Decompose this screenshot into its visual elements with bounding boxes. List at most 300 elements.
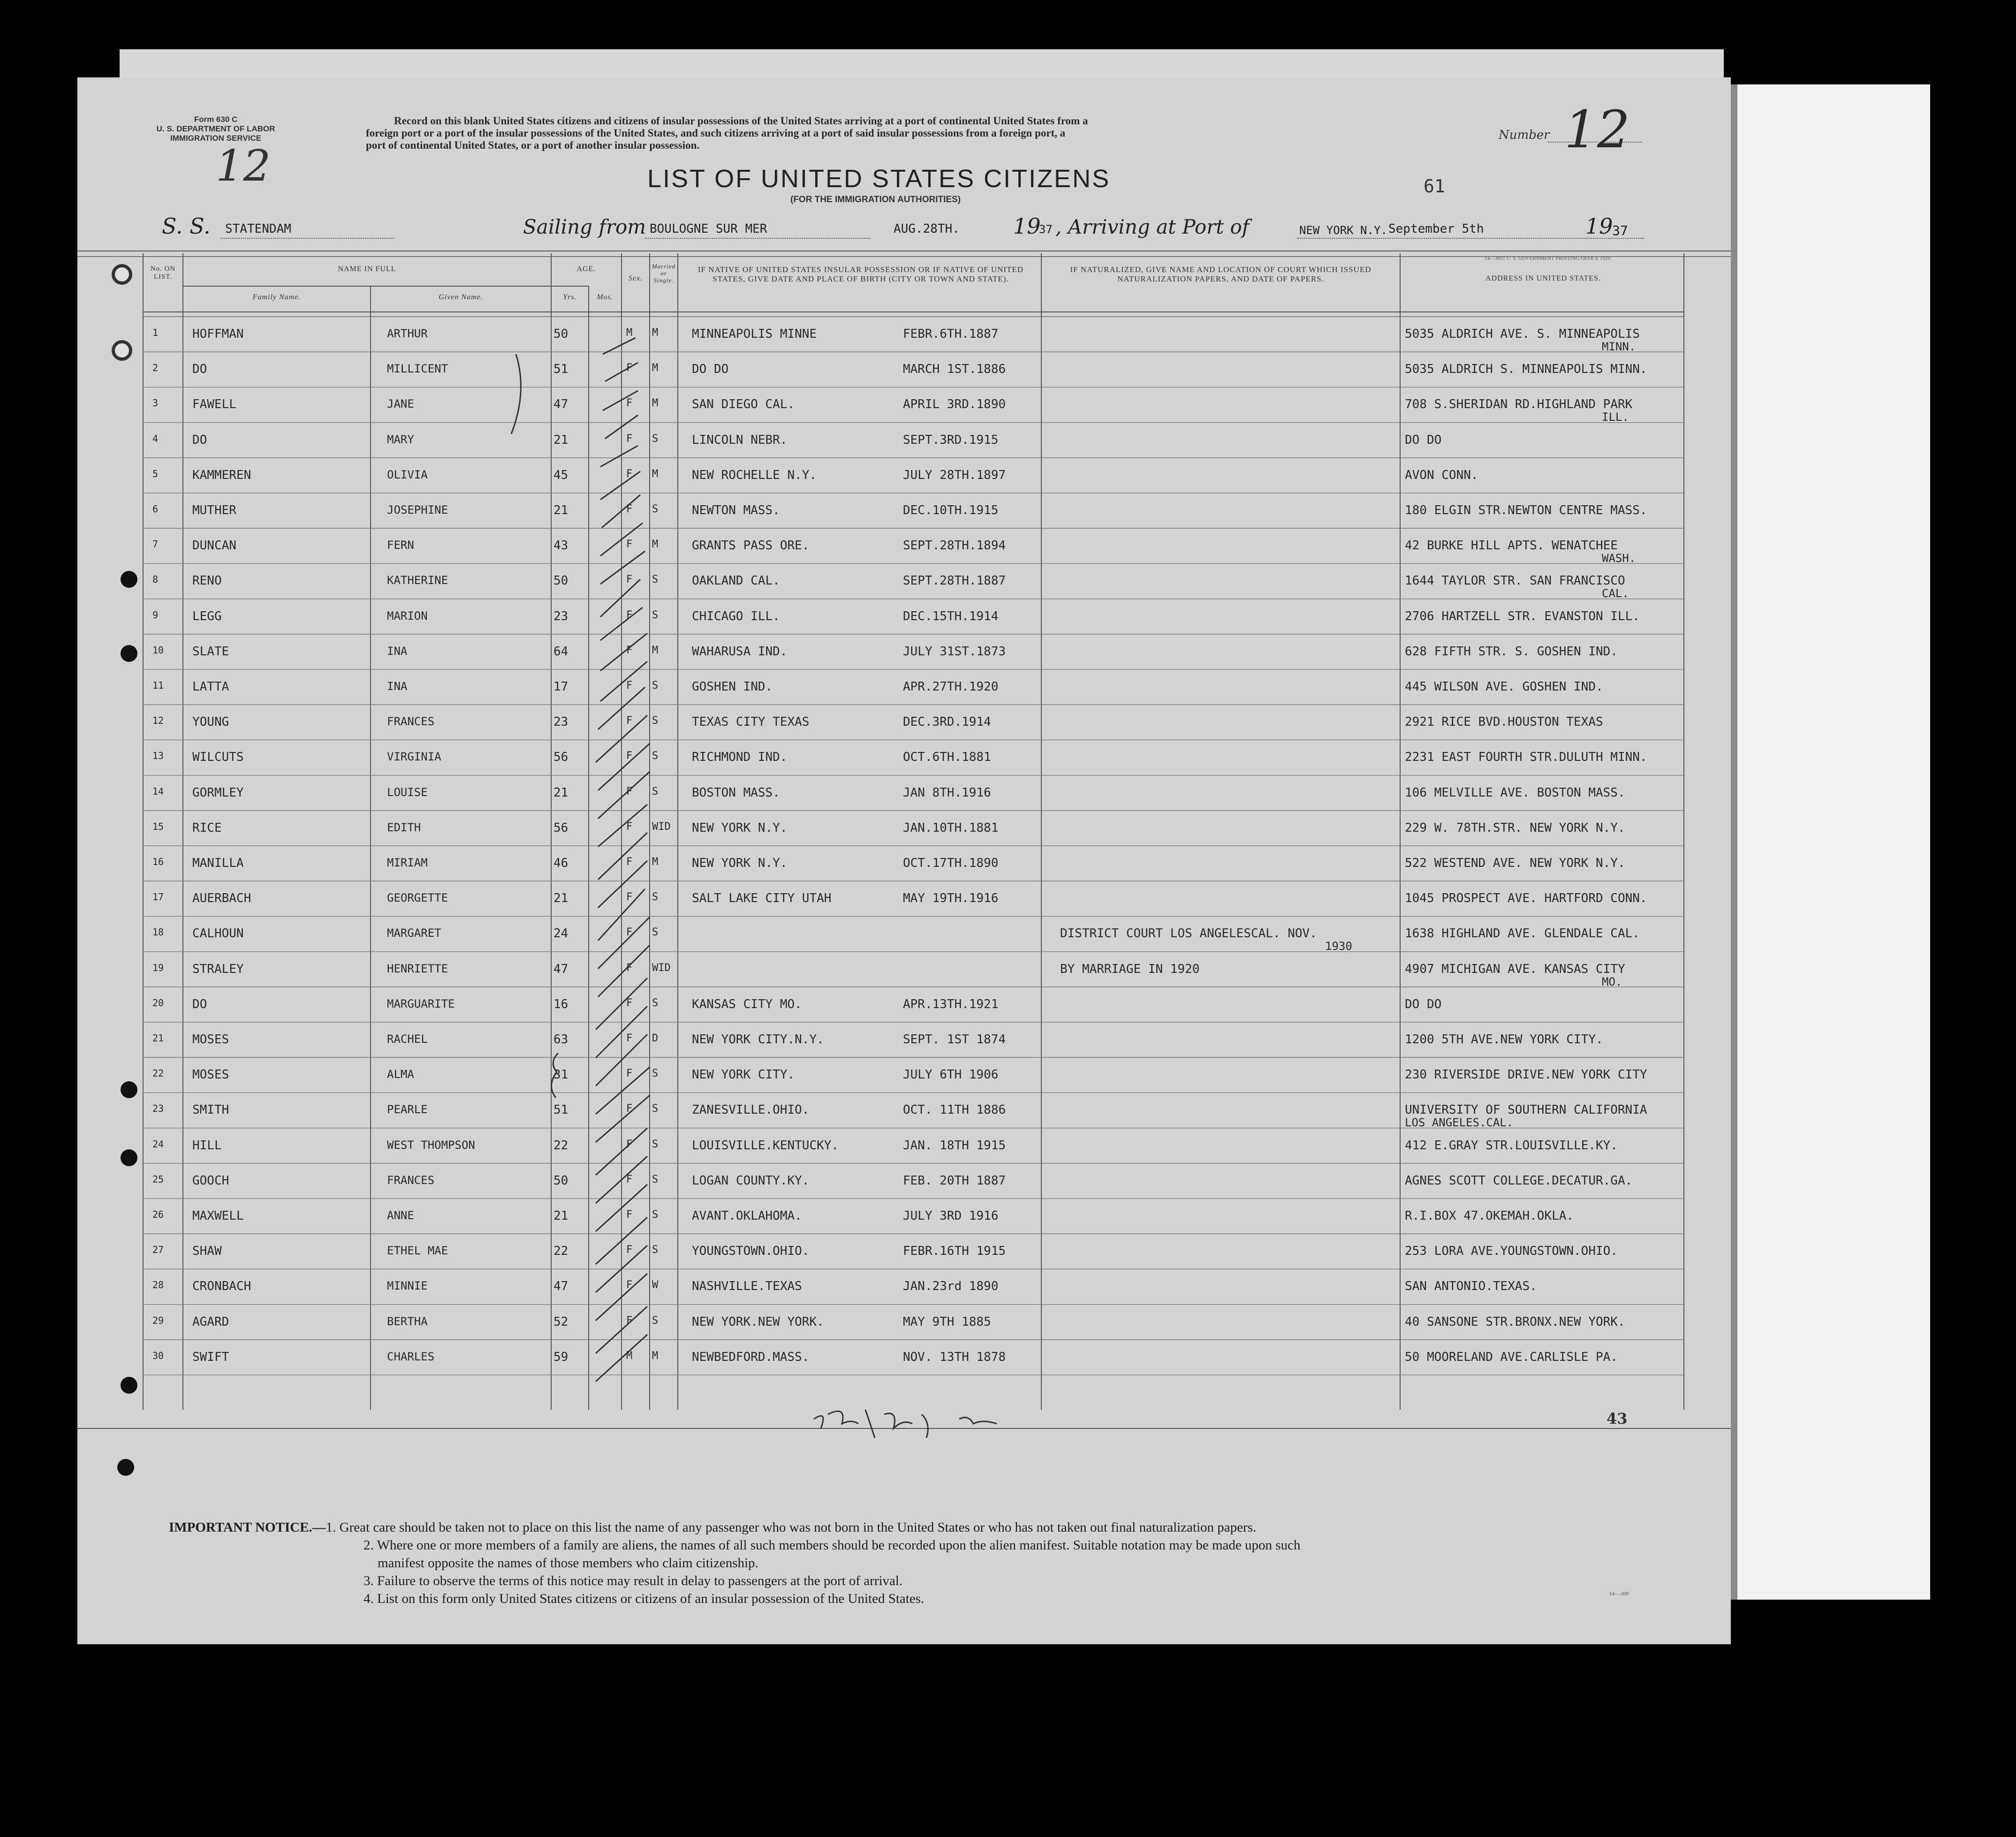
inspector-signature: W Tully Insp 9 a m bbox=[809, 1438, 890, 1448]
row-number: 14 bbox=[152, 785, 164, 797]
arriving-label: , Arriving at Port of bbox=[1055, 215, 1250, 238]
given-name: VIRGINIA bbox=[387, 750, 441, 764]
sex: F bbox=[626, 468, 633, 480]
address: AGNES SCOTT COLLEGE.DECATUR.GA. bbox=[1405, 1173, 1633, 1188]
address: 628 FIFTH STR. S. GOSHEN IND. bbox=[1405, 644, 1618, 659]
birth-place: OAKLAND CAL. bbox=[692, 574, 780, 588]
birth-date: JULY 6TH 1906 bbox=[903, 1068, 999, 1082]
family-name: SLATE bbox=[192, 644, 229, 659]
age: 50 bbox=[553, 574, 568, 588]
family-name: CALHOUN bbox=[192, 926, 244, 941]
address-line-2: MO. bbox=[1602, 975, 1622, 988]
ship-name: STATENDAM bbox=[225, 222, 291, 236]
address: 2921 RICE BVD.HOUSTON TEXAS bbox=[1405, 715, 1603, 729]
family-name: AUERBACH bbox=[192, 891, 251, 906]
manifest-page bbox=[77, 77, 1731, 1644]
check-marks bbox=[511, 338, 997, 1438]
family-name: WILCUTS bbox=[192, 750, 244, 765]
row-number: 4 bbox=[152, 433, 159, 444]
given-name: GEORGETTE bbox=[387, 891, 448, 905]
sex: F bbox=[626, 1244, 633, 1256]
marital-status: S bbox=[652, 574, 659, 586]
stamp-number: 61 bbox=[1424, 176, 1445, 197]
age: 23 bbox=[553, 715, 568, 729]
given-name: LOUISE bbox=[387, 785, 428, 799]
birth-place: ZANESVILLE.OHIO. bbox=[692, 1103, 810, 1117]
birth-date: OCT. 11TH 1886 bbox=[903, 1103, 1006, 1117]
sex: F bbox=[626, 891, 633, 903]
marital-status: S bbox=[652, 926, 659, 939]
row-number: 1 bbox=[152, 327, 159, 338]
family-name: MANILLA bbox=[192, 856, 244, 870]
address: 42 BURKE HILL APTS. WENATCHEE bbox=[1405, 539, 1618, 553]
given-name: ARTHUR bbox=[387, 327, 428, 340]
family-name: DO bbox=[192, 362, 207, 377]
given-name: MARGUARITE bbox=[387, 997, 455, 1010]
age: 59 bbox=[553, 1350, 568, 1364]
sex: F bbox=[626, 1279, 633, 1291]
notice-item-4: 4. List on this form only United States citizens or citizens of an insular possession of the United States. bbox=[364, 1591, 925, 1606]
address: 5035 ALDRICH AVE. S. MINNEAPOLIS bbox=[1405, 327, 1640, 341]
address: R.I.BOX 47.OKEMAH.OKLA. bbox=[1405, 1209, 1574, 1223]
row-number: 9 bbox=[152, 609, 159, 621]
family-name: STRALEY bbox=[192, 962, 244, 976]
department-name: U. S. DEPARTMENT OF LABOR bbox=[156, 124, 275, 133]
row-number: 10 bbox=[152, 644, 164, 656]
marital-status: S bbox=[652, 1068, 659, 1080]
header-given-name: Given Name. bbox=[439, 293, 483, 301]
marital-status: S bbox=[652, 785, 659, 797]
header-no-on-list: No. ON LIST. bbox=[150, 265, 176, 281]
age: 21 bbox=[553, 503, 568, 517]
sex: F bbox=[626, 644, 633, 656]
age: 31 bbox=[553, 1068, 568, 1082]
sex: F bbox=[626, 1314, 633, 1327]
marital-status: S bbox=[652, 891, 659, 903]
address: AVON CONN. bbox=[1405, 468, 1478, 482]
age: 22 bbox=[553, 1244, 568, 1259]
family-name: YOUNG bbox=[192, 715, 229, 729]
address: 106 MELVILLE AVE. BOSTON MASS. bbox=[1405, 785, 1625, 800]
sex: F bbox=[626, 750, 633, 762]
age: 24 bbox=[553, 926, 568, 941]
marital-status: S bbox=[652, 503, 659, 515]
row-number: 29 bbox=[152, 1314, 164, 1326]
birth-place: NEWTON MASS. bbox=[692, 503, 780, 517]
year-prefix: 19 bbox=[1013, 213, 1041, 239]
punch-hole bbox=[121, 571, 137, 588]
given-name: OLIVIA bbox=[387, 468, 428, 481]
marital-status: S bbox=[652, 1244, 659, 1256]
sex: F bbox=[626, 1173, 633, 1185]
age: 21 bbox=[553, 891, 568, 906]
punch-hole bbox=[121, 1081, 137, 1098]
row-number: 23 bbox=[152, 1103, 164, 1115]
age: 16 bbox=[553, 997, 568, 1011]
given-name: HENRIETTE bbox=[387, 962, 448, 975]
address: 708 S.SHERIDAN RD.HIGHLAND PARK bbox=[1405, 397, 1633, 412]
sex: F bbox=[626, 1068, 633, 1080]
instruction-line-3: port of continental United States, or a port of another insular possession. bbox=[366, 139, 700, 151]
sex: F bbox=[626, 785, 633, 797]
marital-status: S bbox=[652, 433, 659, 445]
sex: M bbox=[626, 327, 633, 339]
row-number: 6 bbox=[152, 503, 159, 515]
given-name: JOSEPHINE bbox=[387, 503, 448, 516]
row-number: 17 bbox=[152, 891, 164, 903]
address: 180 ELGIN STR.NEWTON CENTRE MASS. bbox=[1405, 503, 1647, 517]
marital-status: WID bbox=[652, 962, 671, 974]
address: 230 RIVERSIDE DRIVE.NEW YORK CITY bbox=[1405, 1068, 1647, 1082]
page-title: LIST OF UNITED STATES CITIZENS bbox=[647, 165, 1111, 193]
row-number: 28 bbox=[152, 1279, 164, 1291]
given-name: INA bbox=[387, 680, 408, 693]
sex: F bbox=[626, 397, 633, 410]
birth-date: JAN.10TH.1881 bbox=[903, 820, 999, 835]
age: 43 bbox=[553, 539, 568, 553]
age: 21 bbox=[553, 1209, 568, 1223]
family-name: MOSES bbox=[192, 1032, 229, 1047]
header-name-in-full: NAME IN FULL bbox=[338, 265, 396, 273]
ss-label: S. S. bbox=[162, 213, 211, 239]
birth-date: APR.27TH.1920 bbox=[903, 680, 999, 694]
header-married: Married or Single. bbox=[652, 263, 676, 284]
binder-ring-2 bbox=[112, 340, 132, 361]
given-name: FERN bbox=[387, 539, 414, 552]
row-number: 12 bbox=[152, 715, 164, 727]
family-name: CRONBACH bbox=[192, 1279, 251, 1294]
age: 21 bbox=[553, 785, 568, 800]
marital-status: S bbox=[652, 609, 659, 621]
age: 51 bbox=[553, 1103, 568, 1117]
address: 1644 TAYLOR STR. SAN FRANCISCO bbox=[1405, 574, 1625, 588]
given-name: RACHEL bbox=[387, 1032, 428, 1046]
marital-status: S bbox=[652, 715, 659, 727]
given-name: BERTHA bbox=[387, 1314, 428, 1328]
given-name: PEARLE bbox=[387, 1103, 428, 1116]
marital-status: S bbox=[652, 1173, 659, 1185]
address: 4907 MICHIGAN AVE. KANSAS CITY bbox=[1405, 962, 1625, 976]
sex: F bbox=[626, 574, 633, 586]
header-sex: Sex. bbox=[628, 274, 643, 282]
address: DO DO bbox=[1405, 997, 1442, 1011]
family-name: RICE bbox=[192, 820, 222, 835]
departure-year: 37 bbox=[1039, 223, 1053, 236]
marital-status: M bbox=[652, 856, 659, 868]
row-number: 25 bbox=[152, 1173, 164, 1185]
marital-status: S bbox=[652, 750, 659, 762]
sex: F bbox=[626, 609, 633, 621]
age: 51 bbox=[553, 362, 568, 377]
birth-place: MINNEAPOLIS MINNE bbox=[692, 327, 817, 341]
notice-item-3: 3. Failure to observe the terms of this notice may result in delay to passengers at the port of arrival. bbox=[364, 1573, 903, 1588]
birth-place: NEW YORK N.Y. bbox=[692, 820, 788, 835]
sailing-label: Sailing from bbox=[523, 215, 646, 238]
marital-status: M bbox=[652, 1350, 659, 1362]
address-line-2: CAL. bbox=[1602, 587, 1629, 600]
row-number: 16 bbox=[152, 856, 164, 867]
row-number: 3 bbox=[152, 397, 159, 409]
birth-date: FEBR.6TH.1887 bbox=[903, 327, 999, 341]
birth-date: FEBR.16TH 1915 bbox=[903, 1244, 1006, 1259]
family-name: HILL bbox=[192, 1138, 222, 1153]
family-name: FAWELL bbox=[192, 397, 236, 412]
given-name: ANNE bbox=[387, 1209, 414, 1222]
header-mos: Mos. bbox=[597, 293, 614, 301]
birth-place: LINCOLN NEBR. bbox=[692, 433, 788, 447]
given-name: MARION bbox=[387, 609, 428, 622]
address: 253 LORA AVE.YOUNGSTOWN.OHIO. bbox=[1405, 1244, 1618, 1259]
row-number: 2 bbox=[152, 362, 159, 374]
binder-ring-1 bbox=[112, 264, 132, 285]
birth-date: SEPT. 1ST 1874 bbox=[903, 1032, 1006, 1047]
birth-place: WAHARUSA IND. bbox=[692, 644, 788, 659]
row-number: 21 bbox=[152, 1032, 164, 1044]
birth-place: KANSAS CITY MO. bbox=[692, 997, 802, 1011]
family-name: LATTA bbox=[192, 680, 229, 694]
given-name: MILLICENT bbox=[387, 362, 448, 376]
birth-date: FEB. 20TH 1887 bbox=[903, 1173, 1006, 1188]
naturalization: DISTRICT COURT LOS ANGELESCAL. NOV. bbox=[1060, 926, 1317, 941]
age: 47 bbox=[553, 962, 568, 976]
sex: F bbox=[626, 926, 633, 939]
arrival-port: NEW YORK N.Y. bbox=[1299, 224, 1387, 237]
age: 64 bbox=[553, 644, 568, 659]
sex: F bbox=[626, 820, 633, 833]
address: DO DO bbox=[1405, 433, 1442, 447]
address: 50 MOORELAND AVE.CARLISLE PA. bbox=[1405, 1350, 1618, 1364]
printer-note: 14—3051 U. S. GOVERNMENT PRINTING OFFICE 1929 bbox=[1485, 256, 1611, 261]
birth-place: LOUISVILLE.KENTUCKY. bbox=[692, 1138, 839, 1153]
birth-date: JULY 28TH.1897 bbox=[903, 468, 1006, 482]
row-number: 5 bbox=[152, 468, 159, 479]
number-label: Number bbox=[1499, 128, 1550, 142]
birth-place: NEW ROCHELLE N.Y. bbox=[692, 468, 817, 482]
birth-place: YOUNGSTOWN.OHIO. bbox=[692, 1244, 810, 1259]
notice-item-1: 1. Great care should be taken not to place on this list the name of any passenger who was not born in the United States or who has not taken out final naturalization papers. bbox=[326, 1520, 1257, 1535]
sex: F bbox=[626, 962, 633, 974]
notice-item-2b: manifest opposite the names of those members who claim citizenship. bbox=[378, 1556, 758, 1571]
family-name: AGARD bbox=[192, 1314, 229, 1329]
given-name: ETHEL MAE bbox=[387, 1244, 448, 1258]
row-number: 22 bbox=[152, 1068, 164, 1079]
birth-place: LOGAN COUNTY.KY. bbox=[692, 1173, 810, 1188]
birth-date: MARCH 1ST.1886 bbox=[903, 362, 1006, 377]
marital-status: W bbox=[652, 1279, 659, 1291]
instruction-line-2: foreign port or a port of the insular possessions of the United States, and such citizens arriving at a port of said insular possessions from a foreign port, a bbox=[366, 127, 1066, 139]
birth-date: MAY 19TH.1916 bbox=[903, 891, 999, 906]
marital-status: M bbox=[652, 362, 659, 374]
sheet-edge bbox=[1731, 84, 1737, 1600]
sex: F bbox=[626, 539, 633, 551]
birth-place: NEWBEDFORD.MASS. bbox=[692, 1350, 810, 1364]
birth-date: JULY 3RD 1916 bbox=[903, 1209, 999, 1223]
address: UNIVERSITY OF SOUTHERN CALIFORNIA bbox=[1405, 1103, 1647, 1117]
address: 40 SANSONE STR.BRONX.NEW YORK. bbox=[1405, 1314, 1625, 1329]
sex: F bbox=[626, 433, 633, 445]
family-name: SHAW bbox=[192, 1244, 222, 1259]
row-number: 26 bbox=[152, 1209, 164, 1220]
birth-date: DEC.15TH.1914 bbox=[903, 609, 999, 623]
row-number: 18 bbox=[152, 926, 164, 938]
row-number: 7 bbox=[152, 539, 159, 550]
address: 522 WESTEND AVE. NEW YORK N.Y. bbox=[1405, 856, 1625, 870]
family-name: GOOCH bbox=[192, 1173, 229, 1188]
family-name: MUTHER bbox=[192, 503, 236, 517]
birth-date: JULY 31ST.1873 bbox=[903, 644, 1006, 659]
punch-hole bbox=[121, 1377, 137, 1394]
page-subtitle: (FOR THE IMMIGRATION AUTHORITIES) bbox=[790, 195, 961, 205]
age: 50 bbox=[553, 1173, 568, 1188]
age: 46 bbox=[553, 856, 568, 870]
number-value: 12 bbox=[1564, 99, 1630, 159]
marital-status: S bbox=[652, 1209, 659, 1221]
birth-date: NOV. 13TH 1878 bbox=[903, 1350, 1006, 1364]
family-name: RENO bbox=[192, 574, 222, 588]
sex: F bbox=[626, 1138, 633, 1150]
age: 47 bbox=[553, 397, 568, 412]
marital-status: D bbox=[652, 1032, 659, 1044]
address: 1200 5TH AVE.NEW YORK CITY. bbox=[1405, 1032, 1603, 1047]
birth-date: APRIL 3RD.1890 bbox=[903, 397, 1006, 412]
arrival-year-prefix: 19 bbox=[1585, 213, 1613, 239]
header-birth: IF NATIVE OF UNITED STATES INSULAR POSSESSION OR IF NATIVE OF UNITED STATES, GIVE DATE AND PLACE OF BIRTH (CITY OR TOWN AND STATE). bbox=[697, 265, 1024, 283]
naturalization-year: 1930 bbox=[1325, 940, 1352, 953]
birth-date: OCT.6TH.1881 bbox=[903, 750, 991, 765]
birth-place: SAN DIEGO CAL. bbox=[692, 397, 795, 412]
punch-hole bbox=[117, 1459, 134, 1476]
age: 17 bbox=[553, 680, 568, 694]
header-naturalized: IF NATURALIZED, GIVE NAME AND LOCATION OF COURT WHICH ISSUED NATURALIZATION PAPERS, AND DATE OF PAPERS. bbox=[1070, 265, 1372, 283]
row-number: 8 bbox=[152, 574, 159, 585]
address: SAN ANTONIO.TEXAS. bbox=[1405, 1279, 1537, 1294]
address: 5035 ALDRICH S. MINNEAPOLIS MINN. bbox=[1405, 362, 1647, 377]
family-name: HOFFMAN bbox=[192, 327, 244, 341]
birth-date: APR.13TH.1921 bbox=[903, 997, 999, 1011]
birth-place: TEXAS CITY TEXAS bbox=[692, 715, 810, 729]
address: 445 WILSON AVE. GOSHEN IND. bbox=[1405, 680, 1603, 694]
family-name: SWIFT bbox=[192, 1350, 229, 1364]
punch-hole bbox=[121, 1149, 137, 1166]
sex: F bbox=[626, 856, 633, 868]
header-yrs: Yrs. bbox=[563, 293, 577, 301]
address: 412 E.GRAY STR.LOUISVILLE.KY. bbox=[1405, 1138, 1618, 1153]
marital-status: M bbox=[652, 397, 659, 410]
address-line-2: LOS ANGELES.CAL. bbox=[1405, 1116, 1514, 1130]
birth-date: JAN. 18TH 1915 bbox=[903, 1138, 1006, 1153]
age: 45 bbox=[553, 468, 568, 482]
sex: F bbox=[626, 1103, 633, 1115]
family-name: DO bbox=[192, 433, 207, 447]
given-name: MARGARET bbox=[387, 926, 441, 940]
departure-date: AUG.28TH. bbox=[894, 222, 960, 236]
family-name: KAMMEREN bbox=[192, 468, 251, 482]
age: 21 bbox=[553, 433, 568, 447]
arrival-date: September 5th bbox=[1388, 222, 1484, 236]
family-name: LEGG bbox=[192, 609, 222, 623]
notice-row-1 bbox=[169, 1520, 1712, 1538]
given-name: KATHERINE bbox=[387, 574, 448, 587]
address: 2231 EAST FOURTH STR.DULUTH MINN. bbox=[1405, 750, 1647, 765]
birth-date: SEPT.28TH.1894 bbox=[903, 539, 1006, 553]
address-line-2: ILL. bbox=[1602, 410, 1629, 424]
birth-place: GRANTS PASS ORE. bbox=[692, 539, 810, 553]
address: 1045 PROSPECT AVE. HARTFORD CONN. bbox=[1405, 891, 1647, 906]
arrival-year: 37 bbox=[1612, 223, 1628, 238]
birth-place: AVANT.OKLAHOMA. bbox=[692, 1209, 802, 1223]
birth-place: NEW YORK.NEW YORK. bbox=[692, 1314, 824, 1329]
row-number: 20 bbox=[152, 997, 164, 1009]
handwritten-number: 12 bbox=[216, 141, 271, 191]
birth-date: OCT.17TH.1890 bbox=[903, 856, 999, 870]
age: 52 bbox=[553, 1314, 568, 1329]
birth-date: DEC.10TH.1915 bbox=[903, 503, 999, 517]
header-family-name: Family Name. bbox=[252, 293, 301, 301]
row-number: 11 bbox=[152, 680, 164, 691]
marital-status: M bbox=[652, 644, 659, 656]
punch-hole bbox=[121, 645, 137, 662]
address-line-2: WASH. bbox=[1602, 552, 1636, 565]
service-name: IMMIGRATION SERVICE bbox=[170, 134, 261, 143]
given-name: ALMA bbox=[387, 1068, 414, 1081]
sex: F bbox=[626, 362, 633, 374]
given-name: MIRIAM bbox=[387, 856, 428, 869]
address-line-2: MINN. bbox=[1602, 340, 1636, 353]
family-name: DUNCAN bbox=[192, 539, 236, 553]
age: 56 bbox=[553, 820, 568, 835]
birth-place: NEW YORK CITY. bbox=[692, 1068, 795, 1082]
row-number: 13 bbox=[152, 750, 164, 762]
birth-date: SEPT.28TH.1887 bbox=[903, 574, 1006, 588]
birth-date: DEC.3RD.1914 bbox=[903, 715, 991, 729]
address: 229 W. 78TH.STR. NEW YORK N.Y. bbox=[1405, 820, 1625, 835]
birth-date: SEPT.3RD.1915 bbox=[903, 433, 999, 447]
notice-label: IMPORTANT NOTICE.— bbox=[169, 1520, 326, 1535]
age: 23 bbox=[553, 609, 568, 623]
birth-place: BOSTON MASS. bbox=[692, 785, 780, 800]
given-name: CHARLES bbox=[387, 1350, 435, 1363]
birth-place: NASHVILLE.TEXAS bbox=[692, 1279, 802, 1294]
header-address: ADDRESS IN UNITED STATES. bbox=[1485, 274, 1601, 282]
family-name: DO bbox=[192, 997, 207, 1011]
row-number: 15 bbox=[152, 820, 164, 832]
page-count: 43 bbox=[1607, 1410, 1628, 1427]
given-name: FRANCES bbox=[387, 715, 435, 729]
given-name: JANE bbox=[387, 397, 414, 411]
family-name: MOSES bbox=[192, 1068, 229, 1082]
birth-place: CHICAGO ILL. bbox=[692, 609, 780, 623]
age: 56 bbox=[553, 750, 568, 765]
row-number: 27 bbox=[152, 1244, 164, 1256]
marital-status: S bbox=[652, 1103, 659, 1115]
marital-status: M bbox=[652, 327, 659, 339]
sex: F bbox=[626, 997, 633, 1009]
sex: F bbox=[626, 680, 633, 691]
row-number: 19 bbox=[152, 962, 164, 973]
row-number: 24 bbox=[152, 1138, 164, 1150]
family-name: MAXWELL bbox=[192, 1209, 244, 1223]
underlying-sheet bbox=[1731, 84, 1930, 1600]
sex: F bbox=[626, 503, 633, 515]
marital-status: S bbox=[652, 1138, 659, 1150]
age: 22 bbox=[553, 1138, 568, 1153]
sex: F bbox=[626, 1032, 633, 1044]
row-number: 30 bbox=[152, 1350, 164, 1361]
sex: F bbox=[626, 1209, 633, 1221]
given-name: MINNIE bbox=[387, 1279, 428, 1293]
birth-place: NEW YORK CITY.N.Y. bbox=[692, 1032, 824, 1047]
birth-place: SALT LAKE CITY UTAH bbox=[692, 891, 832, 906]
